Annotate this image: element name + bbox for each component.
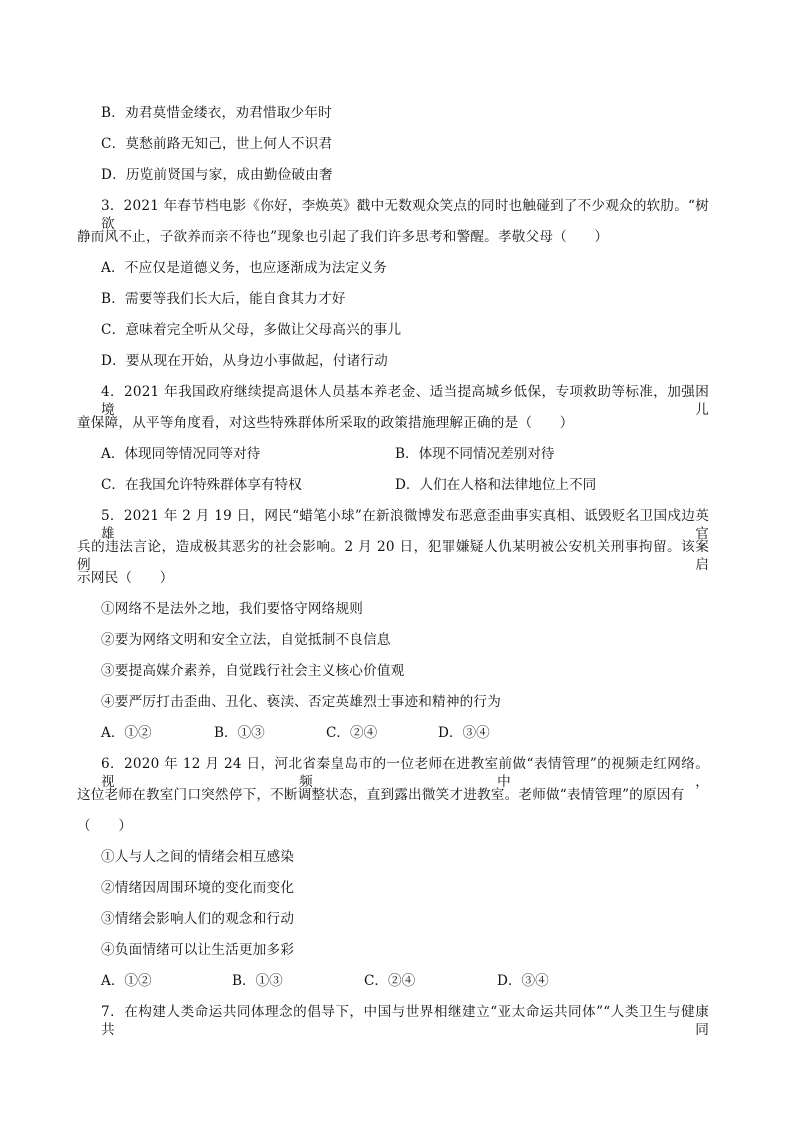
q4-stem-line1: 4．2021 年我国政府继续提高退休人员基本养老金、适当提高城乡低保，专项救助等标准，加强困境儿 [101,384,709,418]
q5-option-d: D．③④ [438,725,490,741]
q5-item-1: ①网络不是法外之地，我们要恪守网络规则 [101,601,364,617]
q6-option-d: D．③④ [497,973,549,989]
q5-item-2: ②要为网络文明和安全立法，自觉抵制不良信息 [101,632,391,648]
q4-option-b: B．体现不同情况差别对待 [395,446,555,462]
q5-option-b: B．①③ [214,725,265,741]
q5-stem-line1: 5．2021 年 2 月 19 日，网民“蜡笔小球”在新浪微博发布恶意歪曲事实真相、诋毁贬名卫国戍边英雄官 [101,508,709,542]
q3-option-d: D．要从现在开始，从身边小事做起，付诸行动 [101,353,388,369]
q3-stem-line1: 3．2021 年春节档电影《你好，李焕英》戳中无数观众笑点的同时也触碰到了不少观众的软肋。“树欲 [101,198,709,232]
q4-stem-line2: 童保障，从平等角度看，对这些特殊群体所采取的政策措施理解正确的是（ ） [77,415,574,431]
q6-item-3: ③情绪会影响人们的观念和行动 [101,911,295,927]
q5-stem-line2: 兵的违法言论，造成极其恶劣的社会影响。2 月 20 日，犯罪嫌疑人仇某明被公安机关刑事拘留。该案例启 [77,539,709,573]
q5-stem-line3: 示网民（ ） [77,570,174,586]
q5-item-3: ③要提高媒介素养，自觉践行社会主义核心价值观 [101,663,405,679]
q4-option-d: D．人们在人格和法律地位上不同 [395,477,597,493]
q6-item-4: ④负面情绪可以让生活更加多彩 [101,942,295,958]
q3-stem-line2: 静而风不止，子欲养而亲不待也”现象也引起了我们许多思考和警醒。孝敬父母（ ） [77,229,609,245]
q3-option-c: C．意味着完全听从父母，多做让父母高兴的事儿 [101,322,402,338]
q6-item-1: ①人与人之间的情绪会相互感染 [101,849,295,865]
q5-option-a: A．①② [101,725,152,741]
q3-option-a: A．不应仅是道德义务，也应逐渐成为法定义务 [101,260,387,276]
q6-stem-line1: 6．2020 年 12 月 24 日，河北省秦皇岛市的一位老师在进教室前做“表情管理”的视频走红网络。视频中， [101,756,709,790]
q2-option-b: B．劝君莫惜金缕衣，劝君惜取少年时 [101,105,332,121]
q7-stem-line1: 7．在构建人类命运共同体理念的倡导下，中国与世界相继建立“亚太命运共同体”“人类卫生与健康共同 [101,1004,709,1038]
q3-option-b: B．需要等我们长大后，能自食其力才好 [101,291,346,307]
q6-option-b: B．①③ [232,973,283,989]
q2-option-c: C．莫愁前路无知己，世上何人不识君 [101,136,333,152]
q6-option-a: A．①② [101,973,152,989]
q2-option-d: D．历览前贤国与家，成由勤俭破由奢 [101,167,333,183]
q4-option-c: C．在我国允许特殊群体享有特权 [101,477,302,493]
q5-option-c: C．②④ [326,725,378,741]
q5-item-4: ④要严厉打击歪曲、丑化、亵渎、否定英雄烈士事迹和精神的行为 [101,694,502,710]
q6-stem-line3: （ ） [77,818,133,834]
q6-stem-line2: 这位老师在教室门口突然停下，不断调整状态，直到露出微笑才进教室。老师做“表情管理”的原因有 [77,787,685,803]
q6-option-c: C．②④ [364,973,416,989]
q4-option-a: A．体现同等情况同等对待 [101,446,261,462]
q6-item-2: ②情绪因周围环境的变化而变化 [101,880,295,896]
